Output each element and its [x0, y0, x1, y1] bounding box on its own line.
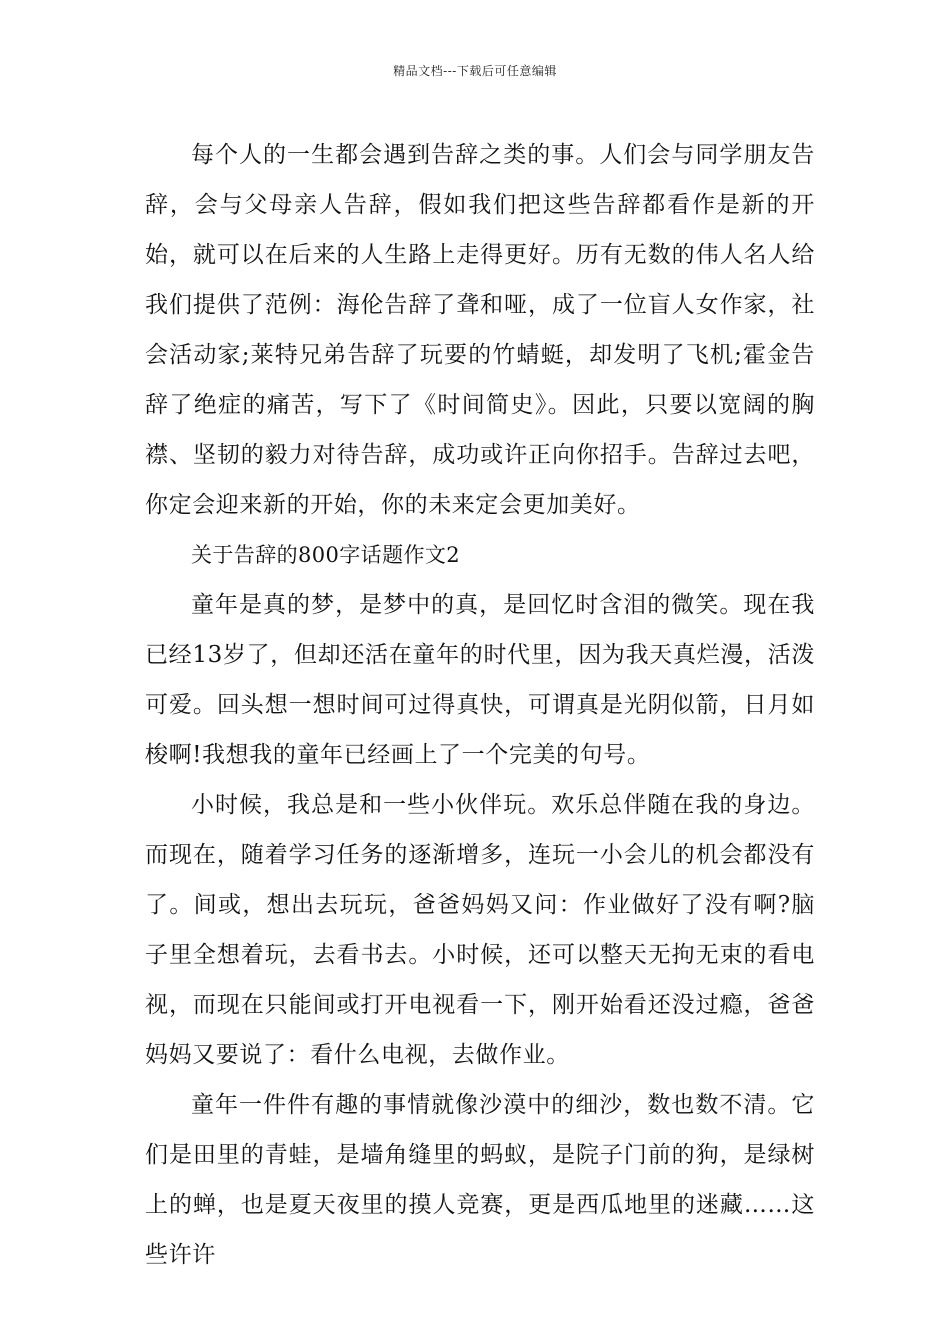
- paragraph-childhood-memories: 童年一件件有趣的事情就像沙漠中的细沙，数也数不清。它们是田里的青蛙，是墙角缝里的蚂蚁，是院子门前的狗，是绿树上的蝉，也是夏天夜里的摸人竞赛，更是西瓜地里的迷藏……这些许许: [145, 1092, 815, 1268]
- paragraph-farewell-intro: 每个人的一生都会遇到告辞之类的事。人们会与同学朋友告辞，会与父母亲人告辞，假如我们把这些告辞都看作是新的开始，就可以在后来的人生路上走得更好。历有无数的伟人名人给我们提供了范例：海伦告辞了聋和哑，成了一位盲人女作家，社会活动家;莱特兄弟告辞了玩要的竹蜻蜓，却发明了飞机;霍金告辞了绝症的痛苦，写下了《时间简史》。因此，只要以宽阔的胸襟、坚韧的毅力对待告辞，成功或许正向你招手。告辞过去吧，你定会迎来新的开始，你的未来定会更加美好。: [145, 142, 815, 518]
- document-body: [145, 130, 815, 1280]
- page-header: 精品文档---下载后可任意编辑: [393, 64, 557, 78]
- paragraph-childhood-play: 小时候，我总是和一些小伙伴玩。欢乐总伴随在我的身边。而现在，随着学习任务的逐渐增多，连玩一小会儿的机会都没有了。间或，想出去玩玩，爸爸妈妈又问：作业做好了没有啊?脑子里全想着玩，去看书去。小时候，还可以整天无拘无束的看电视，而现在只能间或打开电视看一下，刚开始看还没过瘾，爸爸妈妈又要说了：看什么电视，去做作业。: [145, 792, 815, 1068]
- essay-heading: 关于告辞的800字话题作文2: [191, 543, 461, 567]
- paragraph-childhood-dream: 童年是真的梦，是梦中的真，是回忆时含泪的微笑。现在我已经13岁了，但却还活在童年的时代里，因为我天真烂漫，活泼可爱。回头想一想时间可过得真快，可谓真是光阴似箭，日月如梭啊!我想我的童年已经画上了一个完美的句号。: [145, 592, 815, 768]
